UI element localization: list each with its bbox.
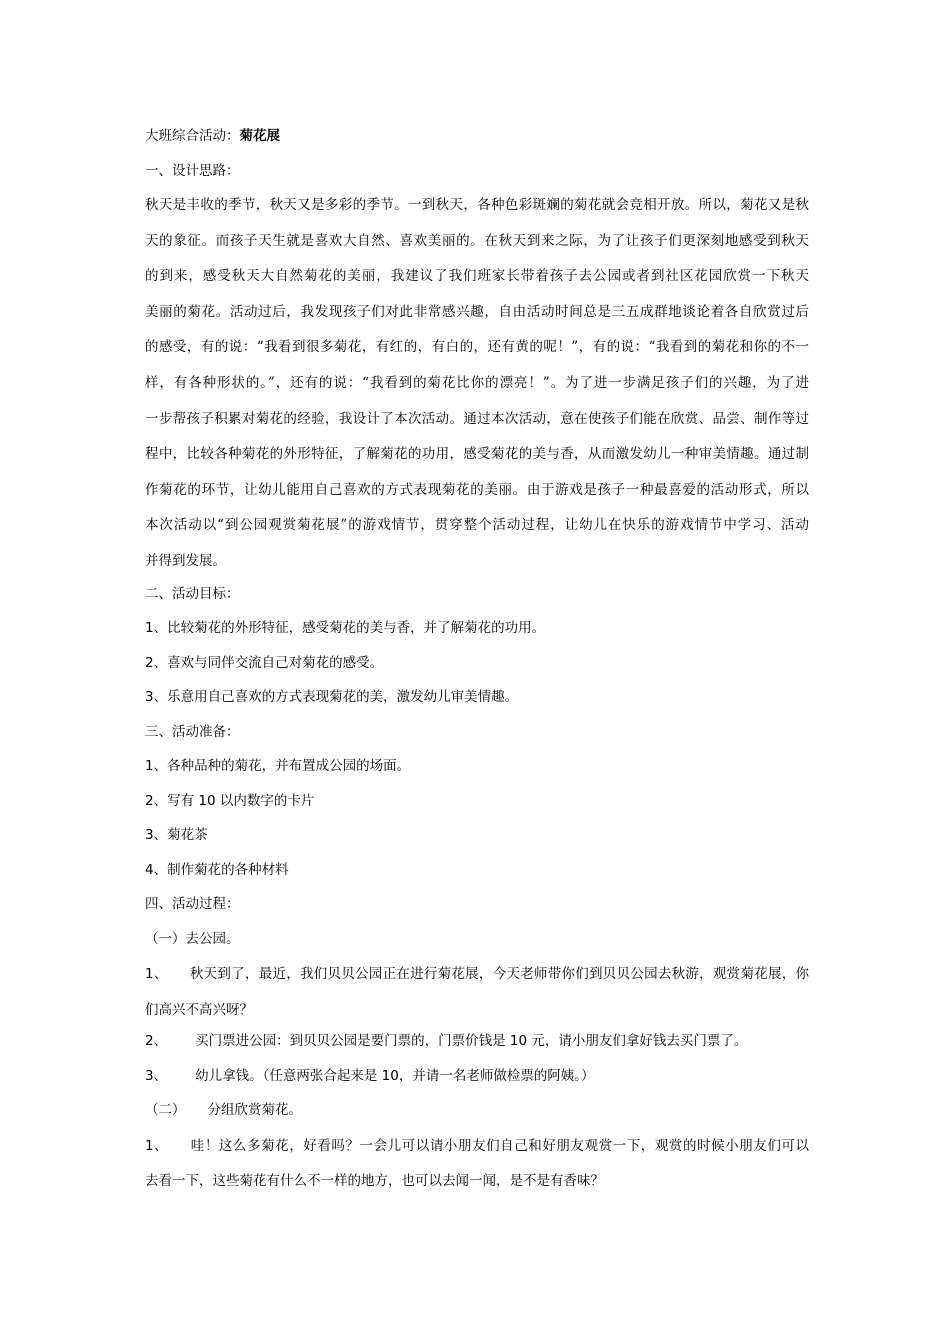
paragraph-line bbox=[145, 1129, 809, 1165]
title-prefix: 大班综合活动： bbox=[145, 128, 240, 144]
paragraph-line: 本次活动以“到公园观赏菊花展”的游戏情节，贯穿整个活动过程，让幼儿在快乐的游戏情节中学习、活动 bbox=[145, 517, 809, 534]
part-number: （二） bbox=[145, 1102, 186, 1119]
paragraph-line: 美丽的菊花。活动过后，我发现孩子们对此非常感兴趣，自由活动时间总是三五成群地谈论着各自欣赏过后 bbox=[145, 303, 809, 320]
paragraph-line: 样，有各种形状的。”，还有的说：“我看到的菊花比你的漂亮！”。为了进一步满足孩子们的兴趣，为了进 bbox=[145, 374, 809, 391]
section-heading-process: 四、活动过程： bbox=[145, 896, 240, 913]
goal-item: 3、乐意用自己喜欢的方式表现菊花的美，激发幼儿审美情趣。 bbox=[145, 689, 519, 706]
process-step bbox=[145, 957, 809, 1028]
section-heading-goals: 二、活动目标： bbox=[145, 585, 240, 602]
step-text: 买门票进公园：到贝贝公园是要门票的，门票价钱是 10 元，请小朋友们拿好钱去买门票了。 bbox=[195, 1033, 748, 1050]
step-number: 1、 bbox=[145, 1137, 169, 1154]
title-name: 菊花展 bbox=[239, 128, 280, 144]
paragraph-line: 一步帮孩子积累对菊花的经验，我设计了本次活动。通过本次活动，意在使孩子们能在欣赏、品尝、制作等过 bbox=[145, 410, 809, 427]
step-number: 2、 bbox=[145, 1033, 168, 1050]
document-page bbox=[145, 124, 809, 1200]
paragraph-line bbox=[145, 957, 809, 993]
design-paragraph bbox=[145, 188, 809, 580]
preparation-item: 2、写有 10 以内数字的卡片 bbox=[145, 792, 315, 809]
process-part-heading bbox=[145, 1098, 809, 1123]
paragraph-line: 的感受，有的说：“我看到很多菊花，有红的，有白的，还有黄的呢！”，有的说：“我看到的菊花和你的不一 bbox=[145, 339, 809, 356]
process-part-heading: （一）去公园。 bbox=[145, 930, 240, 947]
paragraph-line: 秋天是丰收的季节，秋天又是多彩的季节。一到秋天，各种色彩斑斓的菊花就会竞相开放。所以，菊花又是秋 bbox=[145, 197, 809, 213]
paragraph-line: 的到来，感受秋天大自然菊花的美丽，我建议了我们班家长带着孩子去公园或者到社区花园欣赏一下秋天 bbox=[145, 268, 809, 285]
preparation-item: 1、各种品种的菊花，并布置成公园的场面。 bbox=[145, 758, 411, 775]
step-number: 3、 bbox=[145, 1067, 168, 1084]
paragraph-line: 作菊花的环节，让幼儿能用自己喜欢的方式表现菊花的美丽。由于游戏是孩子一种最喜爱的活动形式，所以 bbox=[145, 481, 809, 498]
step-text: 秋天到了，最近，我们贝贝公园正在进行菊花展，今天老师带你们到贝贝公园去秋游，观赏菊花展，你 bbox=[189, 966, 810, 983]
process-step bbox=[145, 1064, 809, 1089]
process-step bbox=[145, 1129, 809, 1200]
preparation-item: 3、菊花茶 bbox=[145, 827, 208, 844]
process-step bbox=[145, 1029, 809, 1054]
goal-item: 2、喜欢与同伴交流自己对菊花的感受。 bbox=[145, 654, 384, 671]
document-title bbox=[145, 124, 809, 149]
step-text: 哇！这么多菊花，好看吗？一会儿可以请小朋友们自己和好朋友观赏一下，观赏的时候小朋友们可以 bbox=[190, 1137, 809, 1154]
paragraph-line: 去看一下，这些菊花有什么不一样的地方，也可以去闻一闻，是不是有香味？ bbox=[145, 1173, 604, 1190]
section-heading-preparation: 三、活动准备： bbox=[145, 723, 240, 740]
step-number: 1、 bbox=[145, 966, 168, 983]
paragraph-line: 并得到发展。 bbox=[145, 552, 226, 569]
goal-item: 1、比较菊花的外形特征，感受菊花的美与香，并了解菊花的功用。 bbox=[145, 620, 546, 637]
step-text: 幼儿拿钱。（任意两张合起来是 10，并请一名老师做检票的阿姨。） bbox=[195, 1067, 595, 1084]
paragraph-line: 程中，比较各种菊花的外形特征，了解菊花的功用，感受菊花的美与香，从而激发幼儿一种审美情趣。通过制 bbox=[145, 446, 809, 463]
part-title: 分组欣赏菊花。 bbox=[207, 1102, 302, 1119]
paragraph-line: 天的象征。而孩子天生就是喜欢大自然、喜欢美丽的。在秋天到来之际，为了让孩子们更深刻地感受到秋天 bbox=[145, 232, 809, 249]
paragraph-line: 们高兴不高兴呀？ bbox=[145, 1001, 253, 1018]
section-heading-design: 一、设计思路： bbox=[145, 162, 240, 179]
preparation-item: 4、制作菊花的各种材料 bbox=[145, 861, 289, 878]
